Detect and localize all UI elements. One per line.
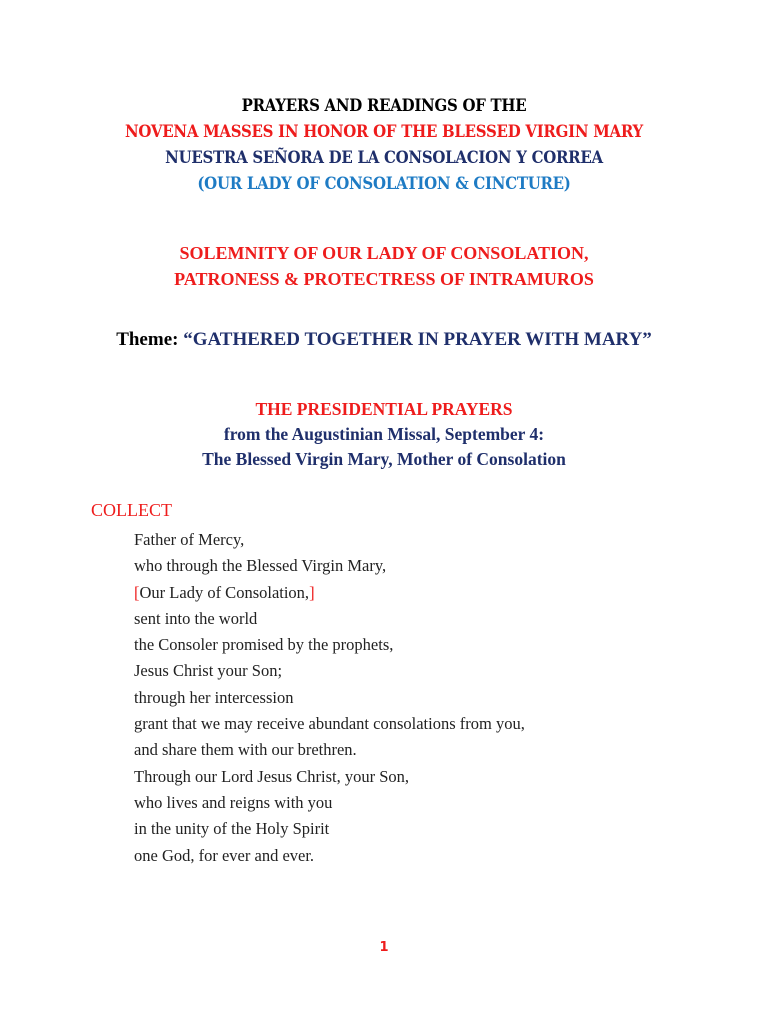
collect-prayer (134, 527, 525, 869)
title-line-3: NUESTRA SEÑORA DE LA CONSOLACION Y CORREA (165, 148, 603, 168)
prayer-line: who through the Blessed Virgin Mary, (134, 556, 387, 576)
prayer-line: in the unity of the Holy Spirit (134, 819, 330, 839)
prayer-line: through her intercession (134, 687, 294, 707)
collect-heading: COLLECT (91, 500, 172, 520)
prayer-line: who lives and reigns with you (134, 792, 333, 812)
title-line-4: (OUR LADY OF CONSOLATION & CINCTURE) (197, 174, 571, 194)
solemnity-line-1: SOLEMNITY OF OUR LADY OF CONSOLATION, (179, 243, 589, 263)
prayer-line: sent into the world (134, 608, 258, 628)
title-line-2: NOVENA MASSES IN HONOR OF THE BLESSED VIRGIN MARY (125, 122, 643, 142)
prayer-line-text: Our Lady of Consolation, (139, 582, 310, 602)
presidential-title: THE PRESIDENTIAL PRAYERS (255, 399, 513, 419)
theme-text: “GATHERED TOGETHER IN PRAYER WITH MARY” (183, 329, 652, 350)
bracket-open: [ (134, 582, 140, 602)
page-number: 1 (379, 940, 389, 955)
presidential-subtitle-2: The Blessed Virgin Mary, Mother of Consolation (202, 449, 566, 469)
prayer-line: Father of Mercy, (134, 530, 245, 549)
prayer-line-bracketed (134, 580, 525, 606)
prayer-line: grant that we may receive abundant consolations from you, (134, 714, 525, 734)
prayer-line: one God, for ever and ever. (134, 845, 315, 865)
title-line-1: PRAYERS AND READINGS OF THE (241, 96, 527, 116)
theme-label: Theme: (116, 329, 184, 350)
presidential-subtitle-1: from the Augustinian Missal, September 4: (223, 424, 545, 444)
prayer-line: and share them with our brethren. (134, 740, 357, 760)
prayer-line: the Consoler promised by the prophets, (134, 635, 394, 655)
prayer-line: Jesus Christ your Son; (134, 661, 283, 681)
solemnity-line-2: PATRONESS & PROTECTRESS OF INTRAMUROS (174, 269, 594, 289)
bracket-close: ] (309, 582, 315, 602)
prayer-line: Through our Lord Jesus Christ, your Son, (134, 766, 409, 786)
theme-line (0, 329, 768, 351)
